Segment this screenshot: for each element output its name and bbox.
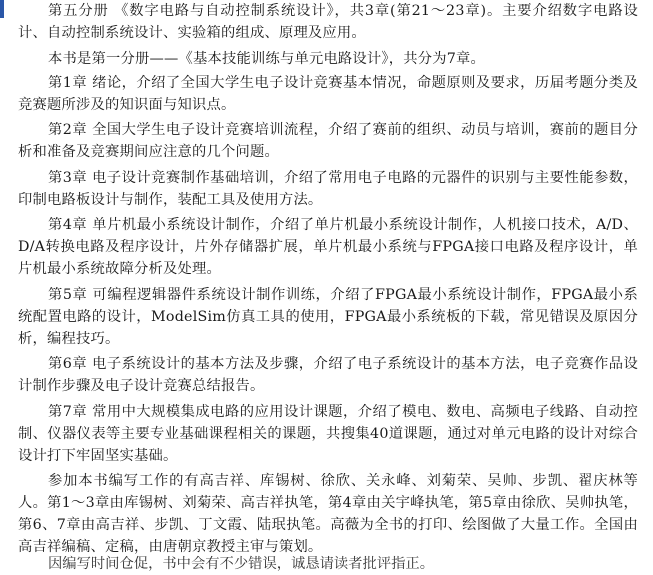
paragraph-chapter-5: 第5章 可编程逻辑器件系统设计制作训练，介绍了FPGA最小系统设计制作，FPGA最小系统配置电路的设计，ModelSim仿真工具的使用，FPGA最小系统板的下载，常见错误及原因分析，编程技巧。: [18, 286, 638, 347]
cut-off-line: 因编写时间仓促，书中会有不少错误，诚恳请读者批评指正。: [48, 556, 435, 572]
paragraph-chapter-1: 第1章 绪论，介绍了全国大学生电子设计竞赛基本情况，命题原则及要求，历届考题分类及竞赛题所涉及的知识面与知识点。: [18, 74, 638, 113]
paragraph-book-intro: 本书是第一分册——《基本技能训练与单元电路设计》，共分为7章。: [48, 50, 486, 67]
paragraph-chapter-4: 第4章 单片机最小系统设计制作，介绍了单片机最小系统设计制作，人机接口技术，A/D、D/A转换电路及程序设计，片外存储器扩展，单片机最小系统与FPGA接口电路及程序设计，单片机最小系统故障分析及处理。: [18, 217, 638, 277]
paragraph-chapter-2: 第2章 全国大学生电子设计竞赛培训流程，介绍了赛前的组织、动员与培训，赛前的题目分析和准备及竞赛期间应注意的几个问题。: [18, 122, 638, 160]
paragraph-chapter-3: 第3章 电子设计竞赛制作基础培训，介绍了常用电子电路的元器件的识别与主要性能参数，印制电路板设计与制作，装配工具及使用方法。: [18, 169, 638, 208]
left-edge-marker: [0, 0, 4, 18]
paragraph-chapter-7: 第7章 常用中大规模集成电路的应用设计课题，介绍了模电、数电、高频电子线路、自动控制、仪器仪表等主要专业基础课程相关的课题，共搜集40道课题，通过对单元电路的设计对综合设计打下牢固坚实基础。: [18, 403, 638, 464]
paragraph-authors: 参加本书编写工作的有高吉祥、库锡树、徐欣、关永峰、刘菊荣、吴帅、步凯、翟庆林等人。第1～3章由库锡树、刘菊荣、高吉祥执笔，第4章由关宇峰执笔，第5章由徐欣、吴帅执笔，第6、7章由高吉祥、步凯、丁文霞、陆珉执笔。高薇为全书的打印、绘图做了大量工作。全国由高吉祥编稿、定稿，由唐朝京教授主审与策划。: [18, 473, 638, 555]
paragraph-chapter-6: 第6章 电子系统设计的基本方法及步骤，介绍了电子系统设计的基本方法，电子竞赛作品设计制作步骤及电子设计竞赛总结报告。: [18, 356, 638, 394]
paragraph-volume-five: 第五分册 《数字电路与自动控制系统设计》，共3章(第21～23章)。主要介绍数字电路设计、自动控制系统设计、实验箱的组成、原理及应用。: [18, 3, 638, 41]
